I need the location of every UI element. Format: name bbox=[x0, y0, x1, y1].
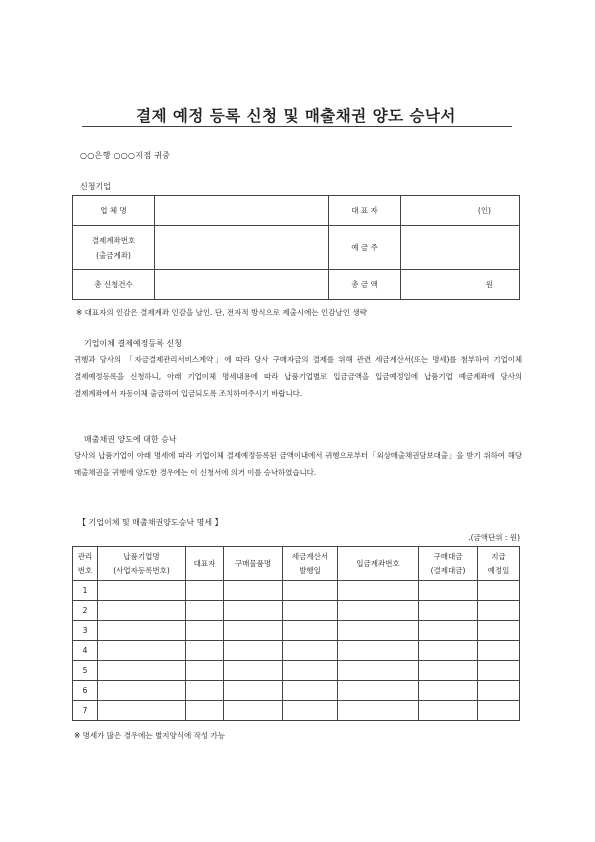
account-number-label: 결제계좌번호 (출금계좌) bbox=[73, 226, 155, 270]
header-item: 구매물품명 bbox=[224, 547, 283, 581]
company-name-field[interactable] bbox=[155, 196, 329, 226]
applicant-info-table bbox=[72, 195, 520, 300]
header-invoice-date: 세금계산서 발행일 bbox=[283, 547, 338, 581]
header-representative: 대표자 bbox=[186, 547, 224, 581]
attachment-note: ※ 명세가 많은 경우에는 별지양식에 작성 가능 bbox=[74, 731, 225, 740]
table-row bbox=[73, 581, 520, 601]
row-number: 5 bbox=[73, 661, 98, 681]
table-row bbox=[73, 661, 520, 681]
representative-label: 대 표 자 bbox=[329, 196, 401, 226]
addressee: ○○은행 ○○○지점 귀중 bbox=[80, 151, 171, 160]
account-number-field[interactable] bbox=[155, 226, 329, 270]
total-count-label: 총 신청건수 bbox=[73, 270, 155, 300]
row-number: 1 bbox=[73, 581, 98, 601]
representative-seal[interactable]: (인) bbox=[401, 196, 520, 226]
row-number: 7 bbox=[73, 701, 98, 721]
amount-unit: .(금액단위 : 원) bbox=[468, 533, 520, 542]
section2-body: 당사의 납품기업이 아래 명세에 따라 기업이체 결제예정등록된 금액이내에서 귀행으로부터「외상매출채권담보대출」을 받기 위하여 해당 매출채권을 귀행에 양도한 경우에는 이 신청서에 의거 이를 승낙하였습니다. bbox=[74, 451, 522, 477]
row-number: 2 bbox=[73, 601, 98, 621]
title-underline bbox=[82, 126, 512, 127]
table-row bbox=[73, 641, 520, 661]
header-deposit-account: 입금계좌번호 bbox=[338, 547, 419, 581]
applicant-label: 신청기업 bbox=[80, 182, 111, 191]
header-due-date: 지급 예정일 bbox=[478, 547, 520, 581]
row-number: 4 bbox=[73, 641, 98, 661]
table-row bbox=[73, 681, 520, 701]
section1-heading: 기업이체 결제예정등록 신청 bbox=[84, 339, 182, 348]
depositor-label: 예 금 주 bbox=[329, 226, 401, 270]
seal-note: ※ 대표자의 인감은 결제계좌 인감을 날인. 단, 전자적 방식으로 제출시에는 인감날인 생략 bbox=[76, 308, 367, 317]
total-amount-field[interactable]: 원 bbox=[401, 270, 520, 300]
header-management-no: 관리 번호 bbox=[73, 547, 98, 581]
table-row bbox=[73, 601, 520, 621]
detail-table bbox=[72, 546, 520, 721]
header-purchase-amount: 구매대금 (결제대금) bbox=[419, 547, 478, 581]
depositor-field[interactable] bbox=[401, 226, 520, 270]
company-name-label: 업 체 명 bbox=[73, 196, 155, 226]
header-supplier: 납품기업명 (사업자등록번호) bbox=[98, 547, 186, 581]
table-row bbox=[73, 621, 520, 641]
document-title: 결제 예정 등록 신청 및 매출채권 양도 승낙서 bbox=[136, 107, 456, 125]
table-row bbox=[73, 701, 520, 721]
total-amount-label: 총 금 액 bbox=[329, 270, 401, 300]
detail-title: 【 기업이체 및 매출채권양도승낙 명세 】 bbox=[78, 518, 223, 527]
section1-body: 귀행과 당사의 「자금결제관리서비스계약」에 따라 당사 구매자금의 결제를 위해 관련 세금계산서(또는 명세)를 첨부하여 기업이체 결제예정등록을 신청하니, 아래 기업이체 명세내용에 따라 납품기업별로 입금금액을 입금예정일에 납품기업 예금계좌에 당사의 결제계좌에서 자동이체 출금하여 입금되도록 조치하여주시기 바랍니다. bbox=[74, 355, 522, 398]
total-count-field[interactable] bbox=[155, 270, 329, 300]
row-number: 6 bbox=[73, 681, 98, 701]
section2-heading: 매출채권 양도에 대한 승낙 bbox=[84, 435, 177, 444]
row-number: 3 bbox=[73, 621, 98, 641]
